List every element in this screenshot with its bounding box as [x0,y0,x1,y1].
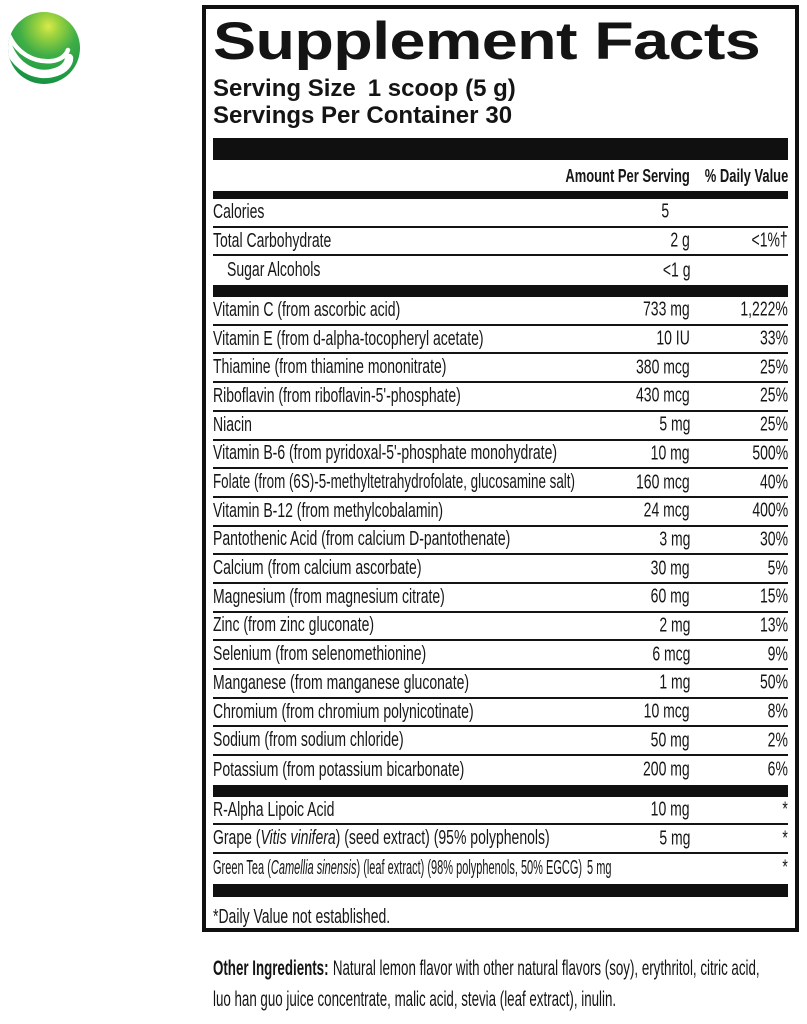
divider-bar-header [213,191,788,199]
table-row [213,555,788,584]
row-amount: 10 IU [656,327,690,350]
row-label: Niacin [213,413,252,436]
row-label: Sugar Alcohols [227,259,321,282]
row-daily-value: * [782,856,788,879]
row-daily-value: 13% [759,614,788,637]
row-amount: 380 mcg [636,356,690,379]
servings-per-container-value: 30 [485,102,513,129]
green-swoosh-logo-icon [7,11,81,85]
row-amount: 5 mg [658,413,690,436]
row-amount: 430 mcg [636,384,690,407]
row-daily-value: 1,222% [740,298,788,321]
row-daily-value: 6% [767,758,788,781]
table-row [213,354,788,383]
row-label: Selenium (from selenomethionine) [213,643,427,666]
row-amount: 3 mg [658,528,690,551]
row-daily-value: 25% [759,384,788,407]
row-label: Zinc (from zinc gluconate) [213,614,375,637]
table-row [213,469,788,498]
row-amount: 2 mg [658,614,690,637]
row-amount: 10 mg [651,798,690,821]
row-daily-value: 8% [767,700,788,723]
row-daily-value [690,256,788,285]
section-divider-bar [213,285,788,297]
facts-table [213,199,788,883]
row-daily-value: 500% [752,442,788,465]
supplement-facts-panel [202,5,799,932]
table-row [213,199,788,228]
brand-logo [7,11,81,85]
row-daily-value: 2% [767,729,788,752]
table-row [213,412,788,441]
row-amount: 24 mcg [644,499,690,522]
amount-per-serving-header: Amount Per Serving [565,165,690,186]
section-divider-bar [213,785,788,797]
row-label: Manganese (from manganese gluconate) [213,671,470,694]
row-label: Vitamin B-12 (from methylcobalamin) [213,499,444,522]
row-label: Riboflavin (from riboflavin-5'-phosphate) [213,384,461,407]
row-label: Total Carbohydrate [213,229,332,252]
row-amount: 10 mg [651,442,690,465]
row-daily-value: 25% [759,356,788,379]
table-row [213,297,788,326]
other-ingredients [213,953,780,1015]
row-daily-value: 9% [767,643,788,666]
row-label: Sodium (from sodium chloride) [213,729,404,752]
servings-per-container-label: Servings Per Container [213,102,479,129]
table-row [213,613,788,642]
row-label: Vitamin C (from ascorbic acid) [213,298,401,321]
row-amount: 2 g [670,229,690,252]
table-row [213,527,788,556]
daily-value-header: % Daily Value [704,165,788,186]
row-daily-value: 25% [759,413,788,436]
row-amount: 10 mcg [644,700,690,723]
row-daily-value: 40% [759,471,788,494]
table-row [213,727,788,756]
row-label: Green Tea (Camellia sinensis) (leaf extract) (98% polyphenols, 50% EGCG) 5 mg [213,856,612,879]
table-row [213,797,788,826]
row-label: Vitamin E (from d-alpha-tocopheryl acetate) [213,327,484,350]
panel-title [213,12,788,71]
serving-size-value: 1 scoop (5 g) [367,75,516,102]
row-daily-value: 5% [767,557,788,580]
other-ingredients-text: Natural lemon flavor with other natural flavors (soy), erythritol, citric acid, luo han guo juice concentrate, malic acid, stevia (leaf extract), inulin. [213,956,760,1011]
row-amount: 733 mg [643,298,690,321]
servings-per-container [213,102,788,129]
row-amount: 60 mg [651,585,690,608]
other-ingredients-paragraph [213,953,780,1015]
row-amount: 5 [661,200,669,223]
table-row [213,383,788,412]
table-row [213,228,788,257]
row-label: Calcium (from calcium ascorbate) [213,557,422,580]
footnote [213,897,788,929]
divider-bar-top [213,138,788,160]
row-label: Calories [213,200,265,223]
table-section [213,199,788,285]
row-label: Grape (Vitis vinifera) (seed extract) (95% polyphenols) [213,827,550,850]
row-daily-value: 15% [759,585,788,608]
column-headers [213,160,788,191]
serving-size-label: Serving Size [213,75,356,102]
row-daily-value: 33% [759,327,788,350]
row-label: Chromium (from chromium polynicotinate) [213,700,474,723]
table-section [213,797,788,883]
other-ingredients-label: Other Ingredients: [213,956,329,980]
footnote-text: *Daily Value not established. [213,905,391,928]
row-amount-inline: 5 mg [587,856,612,879]
row-label: Vitamin B-6 (from pyridoxal-5'-phosphate monohydrate) [213,442,558,465]
row-amount: 50 mg [651,729,690,752]
serving-size [213,75,788,102]
row-daily-value: <1%† [751,229,788,252]
table-row [213,256,788,285]
row-amount [590,854,690,883]
row-label: Potassium (from potassium bicarbonate) [213,758,465,781]
divider-bar-bottom [213,884,788,897]
row-label: Thiamine (from thiamine mononitrate) [213,356,447,379]
row-label: Folate (from (6S)-5-methyltetrahydrofolate, glucosamine salt) [213,471,575,494]
row-label: Magnesium (from magnesium citrate) [213,585,445,608]
table-row [213,641,788,670]
row-amount: 200 mg [643,758,690,781]
table-row [213,584,788,613]
table-row [213,670,788,699]
row-daily-value [690,199,788,226]
row-amount: 5 mg [658,827,690,850]
panel-title-text: Supplement Facts [213,12,761,71]
row-daily-value: 400% [752,499,788,522]
row-amount: 30 mg [651,557,690,580]
row-label: R-Alpha Lipoic Acid [213,798,335,821]
table-row [213,825,788,854]
row-amount: 1 mg [658,671,690,694]
table-row [213,756,788,785]
row-amount: <1 g [662,259,690,282]
table-row [213,854,788,883]
table-row [213,498,788,527]
row-daily-value: * [782,827,788,850]
row-label: Pantothenic Acid (from calcium D-pantothenate) [213,528,511,551]
row-daily-value: 30% [759,528,788,551]
row-daily-value: 50% [759,671,788,694]
row-daily-value: * [782,798,788,821]
row-amount: 160 mcg [636,471,690,494]
row-amount: 6 mcg [651,643,690,666]
table-row [213,699,788,728]
table-section [213,297,788,785]
table-row [213,441,788,470]
table-row [213,326,788,355]
